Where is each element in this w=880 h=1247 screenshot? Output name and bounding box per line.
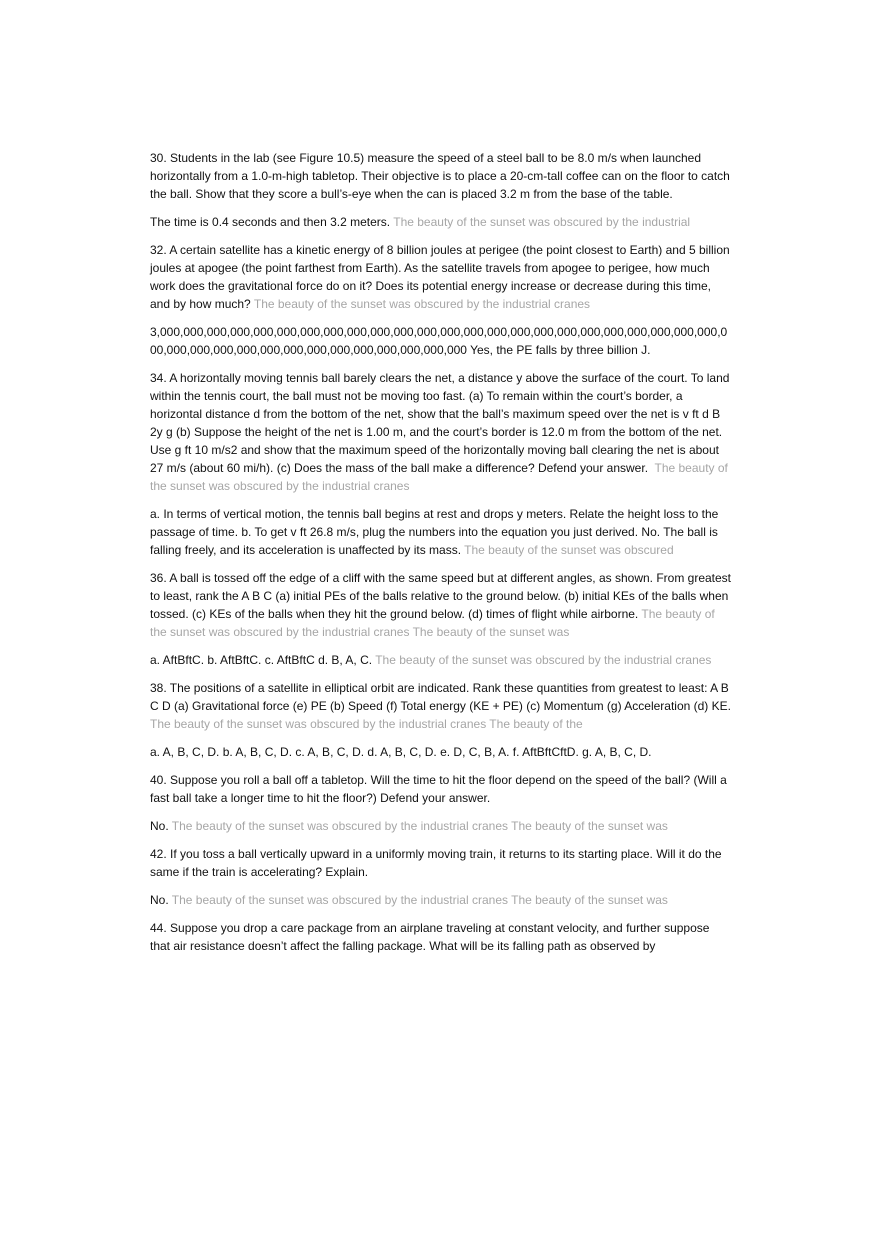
paragraph-a42 xyxy=(150,891,732,909)
question-32-text: 32. A certain satellite has a kinetic energy of 8 billion joules at perigee (the point closest to Earth) and 5 billion joules at apogee (the point farthest from Earth). As the satellite travels from apogee to perigee, how much work does the gravitational force do on it? Does its potential energy increase or decrease during this time, and by how much? xyxy=(150,243,734,311)
paragraph-a36 xyxy=(150,651,732,669)
answer-40-text: No. xyxy=(150,819,172,833)
filler-text: The beauty of the sunset was obscured by the industrial cranes The beauty of the sunset was xyxy=(171,893,668,907)
paragraph-q34 xyxy=(150,369,732,495)
clip-line xyxy=(150,213,732,231)
document-page xyxy=(150,149,735,965)
answer-38-text: a. A, B, C, D. b. A, B, C, D. c. A, B, C, D. d. A, B, C, D. e. D, C, B, A. f. AftBftCftD. g. A, B, C, D. xyxy=(150,745,652,759)
answer-42-text: No. xyxy=(150,893,172,907)
paragraph-q32 xyxy=(150,241,732,313)
filler-text: The beauty of the sunset was obscured by the industrial cranes xyxy=(375,653,712,667)
paragraph-a30 xyxy=(150,213,732,231)
filler-text: The beauty of the sunset was obscured by the industrial cranes The beauty of the sunset was xyxy=(171,819,668,833)
answer-34-text: a. In terms of vertical motion, the tennis ball begins at rest and drops y meters. Relate the height loss to the passage of time. b. To get v ft 26.8 m/s, plug the numbers into the equation you just derived. No. The ball is falling freely, and its acceleration is unaffected by its mass. xyxy=(150,507,722,557)
question-30-text: 30. Students in the lab (see Figure 10.5) measure the speed of a steel ball to be 8.0 m/s when launched horizontally from a 1.0-m-high tabletop. Their objective is to place a 20-cm-tall coffee can on the floor to catch the ball. Show that they score a bull’s-eye when the can is placed 3.2 m from the base of the table. xyxy=(150,151,734,201)
question-42-text: 42. If you toss a ball vertically upward in a uniformly moving train, it returns to its starting place. Will it do the same if the train is accelerating? Explain. xyxy=(150,847,725,879)
filler-text: The beauty of the sunset was obscured by the industrial cranes The beauty of the xyxy=(150,717,583,731)
answer-36-text: a. AftBftC. b. AftBftC. c. AftBftC d. B, A, C. xyxy=(150,653,376,667)
answer-32-text: 3,000,000,000,000,000,000,000,000,000,000,000,000,000,000,000,000,000,000,000,000,000,000,000,000,000,000,000,000,000,000,000,000,000,000,000,000,000,000 Yes, the PE falls by three billion J. xyxy=(150,325,728,357)
paragraph-q30 xyxy=(150,149,732,203)
question-40-text: 40. Suppose you roll a ball off a tabletop. Will the time to hit the floor depend on the speed of the ball? (Will a fast ball take a longer time to hit the floor?) Defend your answer. xyxy=(150,773,731,805)
filler-text: The beauty of the sunset was obscured by the industrial cranes The beauty of the sunset was xyxy=(150,607,719,639)
question-44-text: 44. Suppose you drop a care package from an airplane traveling at constant velocity, and further suppose that air resistance doesn’t affect the falling package. What will be its falling path as observed by xyxy=(150,921,713,953)
clip-line xyxy=(150,891,732,909)
paragraph-q38 xyxy=(150,679,735,733)
filler-text: The beauty of the sunset was obscured by the industrial cranes xyxy=(253,297,591,311)
paragraph-a40 xyxy=(150,817,732,835)
answer-30-text: The time is 0.4 seconds and then 3.2 meters. xyxy=(150,215,394,229)
clip-line xyxy=(150,817,732,835)
paragraph-a34 xyxy=(150,505,732,559)
paragraph-q44 xyxy=(150,919,732,955)
filler-text: The beauty of the sunset was obscured by the industrial cranes xyxy=(150,461,732,493)
question-34-text: 34. A horizontally moving tennis ball barely clears the net, a distance y above the surface of the court. To land within the tennis court, the ball must not be moving too fast. (a) To remain within the court’s border, a horizontal distance d from the bottom of the net, show that the ball’s maximum speed over the net is v ft d B 2y g (b) Suppose the height of the net is 1.00 m, and the court’s border is 12.0 m from the bottom of the net. Use g ft 10 m/s2 and show that the maximum speed of the horizontally moving ball clearing the net is about 27 m/s (about 60 mi/h). (c) Does the mass of the ball make a difference? Defend your answer. xyxy=(150,371,733,475)
paragraph-q36 xyxy=(150,569,735,641)
paragraph-q40 xyxy=(150,771,732,807)
paragraph-a38 xyxy=(150,743,732,761)
paragraph-q42 xyxy=(150,845,732,881)
question-36-text: 36. A ball is tossed off the edge of a cliff with the same speed but at different angles, as shown. From greatest to least, rank the A B C (a) initial PEs of the balls relative to the ground below. (b) initial KEs of the balls when tossed. (c) KEs of the balls when they hit the ground below. (d) times of flight while airborne. xyxy=(150,571,735,621)
question-38-text: 38. The positions of a satellite in elliptical orbit are indicated. Rank these quantities from greatest to least: A B C D (a) Gravitational force (e) PE (b) Speed (f) Total energy (KE + PE) (c) Momentum (g) Acceleration (d) KE. xyxy=(150,681,735,713)
filler-text: The beauty of the sunset was obscured xyxy=(464,543,674,557)
filler-text: The beauty of the sunset was obscured by the industrial xyxy=(393,215,691,229)
paragraph-a32 xyxy=(150,323,732,359)
